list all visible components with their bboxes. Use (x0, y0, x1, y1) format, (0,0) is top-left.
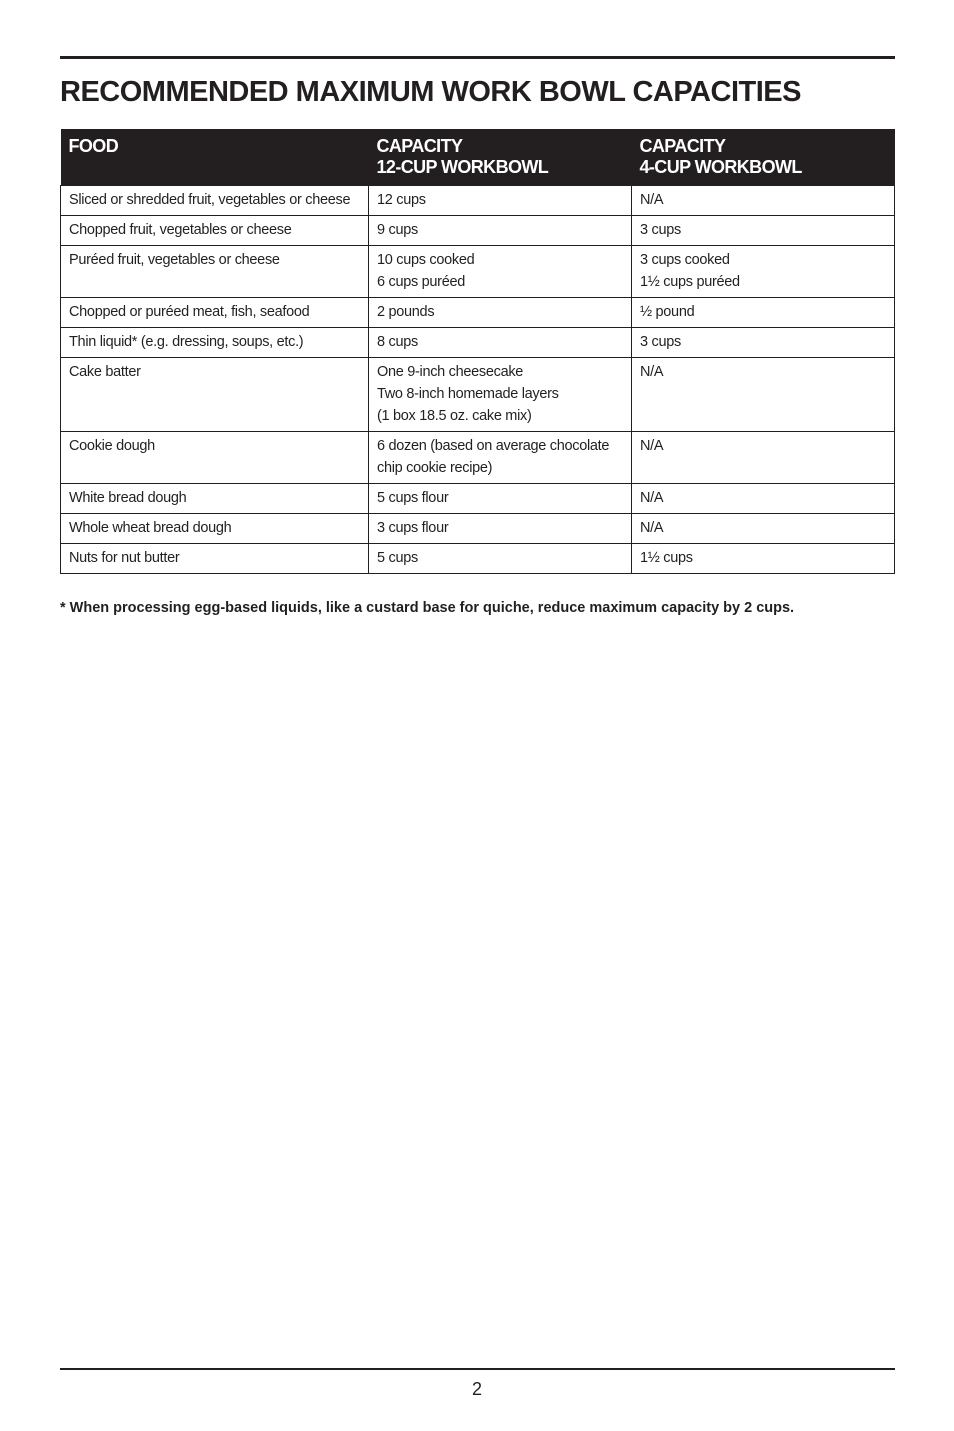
cell-line: N/A (640, 364, 664, 380)
header-capacity-12-cup (369, 129, 632, 186)
header-line: 12-CUP WORKBOWL (376, 157, 549, 177)
cell-capacity-12-cup (369, 298, 632, 328)
table-row (61, 432, 895, 484)
cell-line: N/A (640, 192, 664, 208)
cell-capacity-4-cup (632, 432, 895, 484)
cell-line: 12 cups (377, 192, 426, 208)
page-number: 2 (471, 1379, 482, 1399)
cell-food (61, 186, 369, 216)
cell-line: 2 pounds (377, 304, 435, 320)
cell-capacity-4-cup (632, 544, 895, 574)
cell-capacity-4-cup (632, 298, 895, 328)
cell-food (61, 298, 369, 328)
cell-capacity-12-cup (369, 484, 632, 514)
cell-capacity-12-cup (369, 246, 632, 298)
cell-food (61, 484, 369, 514)
cell-line: 3 cups (640, 334, 681, 350)
cell-capacity-4-cup (632, 484, 895, 514)
cell-capacity-12-cup (369, 514, 632, 544)
cell-line: N/A (640, 520, 664, 536)
cell-line: Two 8-inch homemade layers (377, 386, 559, 402)
cell-line: One 9-inch cheesecake (377, 364, 524, 380)
cell-line: Chopped fruit, vegetables or cheese (69, 222, 292, 238)
table-row (61, 186, 895, 216)
table-row (61, 484, 895, 514)
table-row (61, 246, 895, 298)
cell-food (61, 328, 369, 358)
cell-line: 3 cups cooked (640, 252, 730, 268)
table-row (61, 358, 895, 432)
capacity-table (60, 129, 895, 574)
table-row (61, 216, 895, 246)
cell-line: Sliced or shredded fruit, vegetables or cheese (69, 192, 351, 208)
header-line: CAPACITY (639, 136, 726, 156)
cell-line: 5 cups flour (377, 490, 449, 506)
cell-capacity-12-cup (369, 186, 632, 216)
cell-line: (1 box 18.5 oz. cake mix) (377, 408, 532, 424)
cell-capacity-4-cup (632, 328, 895, 358)
table-header-row (61, 129, 895, 186)
footnote: * When processing egg-based liquids, like a custard base for quiche, reduce maximum capacity by 2 cups. (60, 600, 795, 616)
cell-line: Thin liquid* (e.g. dressing, soups, etc.) (69, 334, 304, 350)
cell-capacity-12-cup (369, 328, 632, 358)
header-line: FOOD (68, 136, 119, 156)
table-row (61, 328, 895, 358)
cell-line: 10 cups cooked (377, 252, 475, 268)
cell-capacity-12-cup (369, 544, 632, 574)
cell-line: 8 cups (377, 334, 418, 350)
cell-line: chip cookie recipe) (377, 460, 493, 476)
cell-line: 5 cups (377, 550, 418, 566)
cell-capacity-12-cup (369, 216, 632, 246)
cell-line: Cake batter (69, 364, 141, 380)
cell-food (61, 216, 369, 246)
cell-line: Cookie dough (69, 438, 155, 454)
bottom-rule (60, 1368, 895, 1370)
cell-line: 1½ cups (640, 550, 693, 566)
table-body (61, 186, 895, 574)
cell-line: Whole wheat bread dough (69, 520, 232, 536)
header-line: 4-CUP WORKBOWL (639, 157, 802, 177)
header-food (61, 129, 369, 186)
cell-capacity-4-cup (632, 216, 895, 246)
table-row (61, 514, 895, 544)
cell-line: Nuts for nut butter (69, 550, 180, 566)
cell-line: 9 cups (377, 222, 418, 238)
cell-line: ½ pound (640, 304, 695, 320)
table-row (61, 298, 895, 328)
cell-line: N/A (640, 438, 664, 454)
cell-capacity-4-cup (632, 358, 895, 432)
cell-food (61, 246, 369, 298)
header-capacity-4-cup (632, 129, 895, 186)
cell-line: 6 dozen (based on average chocolate (377, 438, 610, 454)
cell-food (61, 432, 369, 484)
cell-line: Puréed fruit, vegetables or cheese (69, 252, 280, 268)
header-line: CAPACITY (376, 136, 463, 156)
top-rule (60, 56, 895, 59)
cell-food (61, 544, 369, 574)
page-title: RECOMMENDED MAXIMUM WORK BOWL CAPACITIES (60, 76, 801, 108)
cell-capacity-4-cup (632, 186, 895, 216)
cell-line: 6 cups puréed (377, 274, 465, 290)
cell-capacity-4-cup (632, 514, 895, 544)
cell-line: White bread dough (69, 490, 187, 506)
cell-capacity-4-cup (632, 246, 895, 298)
table-row (61, 544, 895, 574)
cell-line: 1½ cups puréed (640, 274, 740, 290)
cell-food (61, 358, 369, 432)
cell-food (61, 514, 369, 544)
cell-line: 3 cups (640, 222, 681, 238)
cell-line: Chopped or puréed meat, fish, seafood (69, 304, 310, 320)
cell-capacity-12-cup (369, 432, 632, 484)
cell-line: 3 cups flour (377, 520, 449, 536)
cell-line: N/A (640, 490, 664, 506)
cell-capacity-12-cup (369, 358, 632, 432)
